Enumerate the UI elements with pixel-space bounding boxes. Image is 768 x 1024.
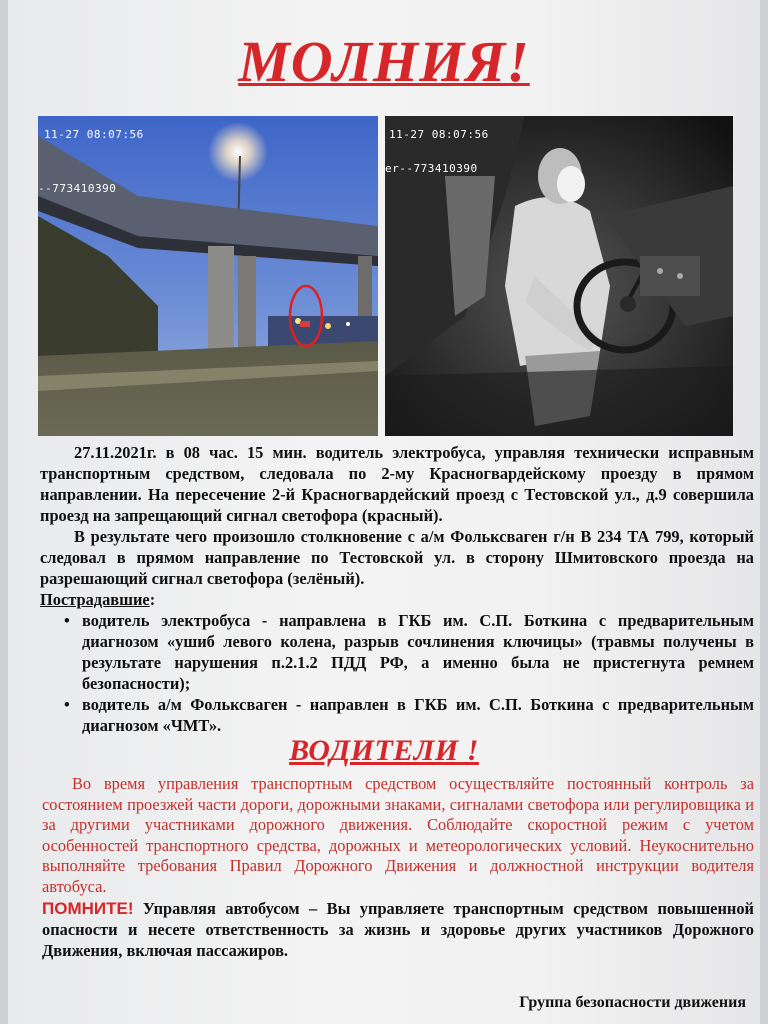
warning-body: Во время управления транспортным средством осуществляйте постоянный контроль за состоянием проезжей части дороги, дорожными знаками, сигналами светофора или регулировщика и за другими участниками дорожного движения. Соблюдайте скоростной режим с учетом особенностей транспортного средства, дорожных и метеорологических условий. Неукоснительно выполняйте требования Правил Дорожного Движения и должностной инструкции водителя автобуса. xyxy=(42,774,754,896)
victim-item xyxy=(40,610,754,694)
notice-sheet xyxy=(8,0,760,1024)
cctv-camera-id: --773410390 xyxy=(38,182,117,195)
incident-intro: 27.11.2021г. в 08 час. 15 мин. водитель электробуса, xyxy=(74,443,495,462)
intersection-photo-drawing xyxy=(38,116,378,436)
incident-intro-cont: управляя технически исправным транспортным средством, следовала по 2-му Красногвардейскому проезду в прямом направлении. На пересечение 2-й Красногвардейский проезд с Тестовской ул., д.9 совершила проезд на запрещающий сигнал светофора (красный). xyxy=(40,443,754,525)
bullet-icon: • xyxy=(64,695,70,714)
incident-paragraph xyxy=(40,442,754,526)
victim-item xyxy=(40,694,754,736)
bullet-icon: • xyxy=(64,611,70,630)
drivers-heading: ВОДИТЕЛИ ! xyxy=(289,734,479,767)
victims-heading: Пострадавшие xyxy=(40,590,150,609)
collision-paragraph xyxy=(40,526,754,589)
victims-heading-line xyxy=(40,589,754,610)
victim-text: водитель а/м Фольксваген - направлен в ГКБ им. С.П. Боткина с предварительным диагнозом «ЧМТ». xyxy=(82,695,754,735)
remember-label: ПОМНИТЕ! xyxy=(42,899,134,918)
cctv-timestamp: 11-27 08:07:56 xyxy=(389,128,489,141)
cctv-camera-id: er--773410390 xyxy=(385,162,478,175)
victims-heading-colon: : xyxy=(149,590,156,609)
incident-description xyxy=(40,442,754,736)
cctv-timestamp: 11-27 08:07:56 xyxy=(44,128,144,141)
warning-text xyxy=(42,774,754,897)
collision-text: В результате чего произошло столкновение с а/м Фольксваген г/н xyxy=(74,527,581,546)
collision-text-cont: , который следовал в прямом направление по Тестовской ул. в сторону Шмитовского проезда на разрешающий сигнал светофора (зелёный). xyxy=(40,527,755,588)
remember-block xyxy=(42,898,754,961)
vehicle-plate: В 234 ТА 799 xyxy=(580,527,680,546)
remember-text: Управляя автобусом – Вы управляете транспортным средством повышенной опасности и несете ответственность за жизнь и здоровье других участников Дорожного Движения, включая пассажиров. xyxy=(42,899,754,960)
cctv-photo-intersection xyxy=(38,116,378,436)
cctv-photo-cabin xyxy=(385,116,733,436)
page-title: МОЛНИЯ! xyxy=(238,29,530,94)
victim-text: водитель электробуса - направлена в ГКБ им. С.П. Боткина с предварительным диагнозом «ушиб левого колена, разрыв сочлинения ключицы» (травмы получены в результате нарушения п.2.1.2 ПДД РФ, а именно была не пристегнута ремнем безопасности); xyxy=(82,611,754,693)
signature: Группа безопасности движения xyxy=(519,994,746,1011)
